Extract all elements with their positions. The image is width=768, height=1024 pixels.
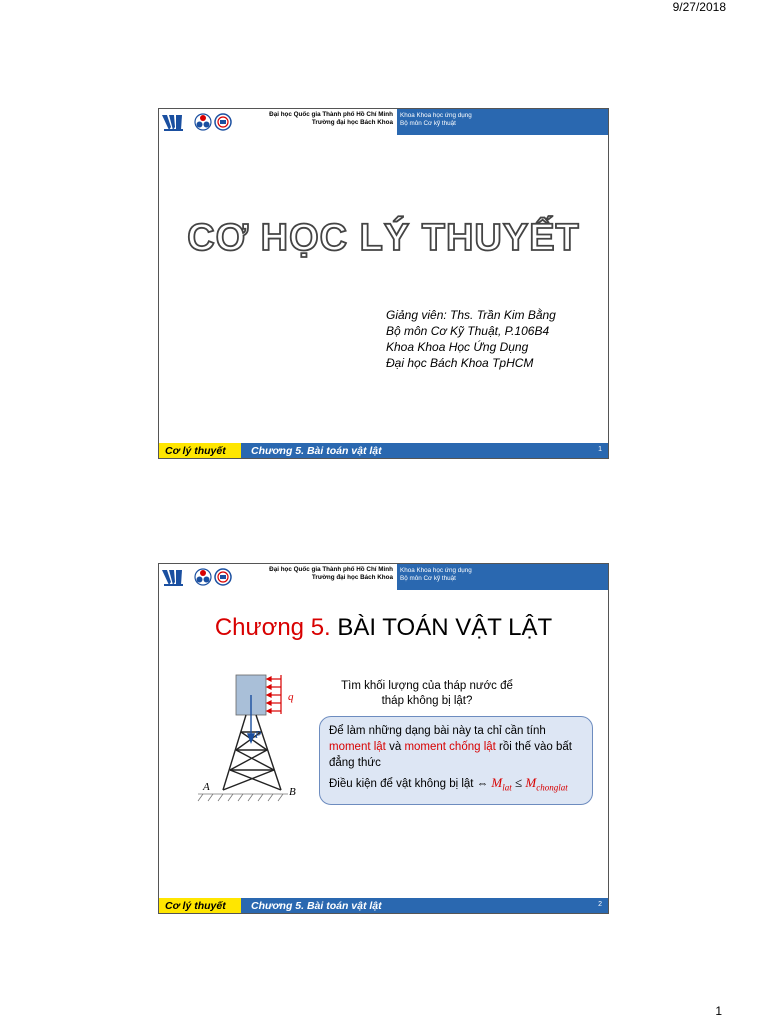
- slide-footer: [159, 443, 608, 458]
- chapter-prefix: Chương 5.: [214, 614, 331, 641]
- uni-line-1: Đại học Quốc gia Thành phố Hồ Chí Minh: [269, 566, 393, 573]
- lecturer-line: Đại học Bách Khoa TpHCM: [386, 356, 534, 370]
- chapter-heading: [159, 614, 608, 642]
- text-part: và: [385, 741, 405, 753]
- sub-chonglat: chonglat: [536, 782, 568, 793]
- red-term: moment chống lật: [404, 741, 496, 753]
- m-symbol: M: [491, 775, 503, 790]
- slide-2: [158, 563, 609, 914]
- leq-symbol: ≤: [511, 775, 526, 790]
- footer-course: Cơ lý thuyết: [159, 898, 241, 913]
- condition-text: Điều kiện để vật không bị lật ⇔: [329, 778, 492, 790]
- b-label: B: [289, 786, 296, 798]
- problem-question: Tìm khối lượng của tháp nước để tháp không bị lật?: [341, 680, 513, 707]
- tower-frame: [223, 715, 281, 790]
- load-arrows: [267, 675, 281, 714]
- faculty-line-1: Khoa Khoa học ứng dụng: [400, 567, 472, 574]
- university-logos: [161, 567, 239, 587]
- slide-number: 2: [598, 901, 602, 908]
- university-logos: [161, 112, 239, 132]
- method-box: [319, 716, 593, 805]
- slide-number: 1: [598, 446, 602, 453]
- vnu-logo-icon: [162, 570, 183, 586]
- a-label: A: [203, 781, 210, 793]
- text-part: rồi thế vào bất đẳng thức: [329, 741, 572, 769]
- university-name: [243, 566, 393, 582]
- footer-chapter: [241, 443, 608, 458]
- course-title: CƠ HỌC LÝ THUYẾT: [187, 217, 580, 259]
- red-term: moment lật: [329, 741, 386, 753]
- faculty-line-1: Khoa Khoa học ứng dụng: [400, 112, 472, 119]
- faculty-banner: [397, 109, 608, 135]
- q-label: q: [288, 691, 294, 703]
- page-number: 1: [715, 1004, 722, 1018]
- condition-line: [329, 775, 583, 796]
- lecturer-line: Bộ môn Cơ Kỹ Thuật, P.106B4: [386, 324, 550, 338]
- bach-khoa-logo-icon: [195, 114, 211, 130]
- sub-lat: lat: [502, 782, 512, 793]
- faculty-line-2: Bộ môn Cơ kỹ thuật: [400, 575, 456, 582]
- slide-1: [158, 108, 609, 459]
- faculty-banner: [397, 564, 608, 590]
- inequality: [491, 775, 568, 793]
- bach-khoa-logo-icon: [195, 569, 211, 585]
- chapter-title: BÀI TOÁN VẬT LẬT: [337, 614, 553, 641]
- slide-footer: [159, 898, 608, 913]
- footer-chapter: [241, 898, 608, 913]
- lecturer-line: Giảng viên: Ths. Trần Kim Bằng: [386, 308, 556, 322]
- footer-chapter-label: Chương 5. Bài toán vật lật: [251, 445, 382, 457]
- lecturer-line: Khoa Khoa Học Ứng Dụng: [386, 340, 529, 354]
- slide-header: [159, 109, 608, 135]
- uni-line-1: Đại học Quốc gia Thành phố Hồ Chí Minh: [269, 111, 393, 118]
- faculty-line-2: Bộ môn Cơ kỹ thuật: [400, 120, 456, 127]
- water-tower-diagram: [193, 670, 303, 810]
- uni-line-2: Trường đại học Bách Khoa: [311, 574, 393, 581]
- vnu-logo-icon: [162, 115, 183, 131]
- university-name: [243, 111, 393, 127]
- uni-line-2: Trường đại học Bách Khoa: [311, 119, 393, 126]
- faculty-logo-icon: [215, 114, 231, 130]
- faculty-logo-icon: [215, 569, 231, 585]
- page-date: 9/27/2018: [672, 0, 726, 14]
- method-text: [329, 723, 583, 771]
- footer-chapter-label: Chương 5. Bài toán vật lật: [251, 900, 382, 912]
- ground: [198, 794, 288, 801]
- p-label: P: [255, 730, 262, 741]
- m-symbol: M: [525, 775, 537, 790]
- text-part: Để làm những dạng bài này ta chỉ cần tính: [329, 725, 546, 737]
- lecturer-info: [386, 307, 556, 371]
- slide-header: [159, 564, 608, 590]
- footer-course: Cơ lý thuyết: [159, 443, 241, 458]
